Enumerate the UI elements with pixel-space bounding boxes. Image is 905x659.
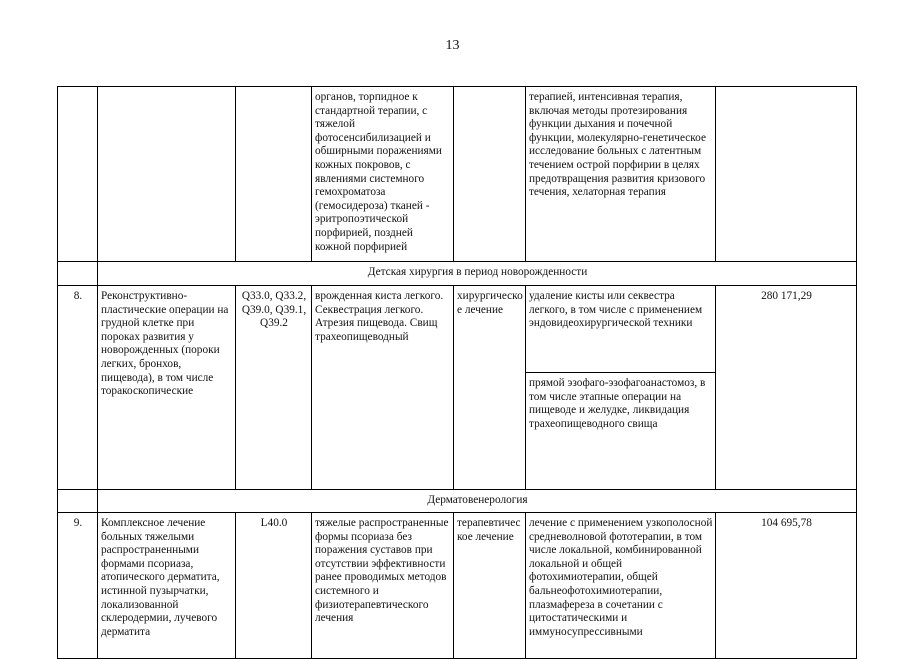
cell-name [98, 87, 236, 262]
cell-cost: 280 171,29 [716, 286, 857, 490]
cell-model: врожденная киста легкого. Секвестрация легкого. Атрезия пищевода. Свищ трахеопищеводный [312, 286, 454, 490]
cell-model: органов, торпидное к стандартной терапии, с тяжелой фотосенсибилизацией и обширными поражениями кожных покровов, с явлениями системного гемохроматоза (гемосидероза) тканей - эритропоэтической порфирией, поздней кожной порфирией [312, 87, 454, 262]
cell-codes: L40.0 [236, 513, 312, 659]
cell-treatment-type [454, 87, 526, 262]
cell-method: удаление кисты или секвестра легкого, в том числе с применением эндовидеохирургической техники [526, 286, 716, 373]
table-row [58, 286, 857, 373]
table-row [58, 513, 857, 659]
table-row-continuation [58, 87, 857, 262]
cell-treatment-type: хирургическое лечение [454, 286, 526, 490]
cell-model: тяжелые распространенные формы псориаза без поражения суставов при отсутствии эффективности ранее проводимых методов системного и физиотерапевтического лечения [312, 513, 454, 659]
cell-method: лечение с применением узкополосной средневолновой фототерапии, в том числе локальной, комбинированной локальной и общей фотохимиотерапии, общей бальнеофотохимиотерапии, плазмафереза в сочетании с цитостатическими и иммуносупрессивными [526, 513, 716, 659]
cell-codes [236, 87, 312, 262]
medical-care-table [57, 86, 857, 659]
cell-method: терапией, интенсивная терапия, включая методы протезирования функции дыхания и почечной функции, молекулярно-генетическое исследование больных с латентным течением острой порфирии в целях предотвращения развития кризового течения, хелаторная терапия [526, 87, 716, 262]
cell-treatment-type: терапевтическое лечение [454, 513, 526, 659]
cell-cost [716, 87, 857, 262]
page-number: 13 [445, 38, 460, 53]
cell-name: Комплексное лечение больных тяжелыми распространенными формами псориаза, атопического дерматита, истинной пузырчатки, локализованной склеродермии, лучевого дерматита [98, 513, 236, 659]
section-title: Дерматовенерология [98, 490, 857, 513]
cell-cost: 104 695,78 [716, 513, 857, 659]
cell-codes: Q33.0, Q33.2, Q39.0, Q39.1, Q39.2 [236, 286, 312, 490]
cell-method: прямой эзофаго-эзофагоанастомоз, в том числе этапные операции на пищеводе и желудке, ликвидация трахеопищеводного свища [526, 373, 716, 490]
cell-number: 8. [58, 286, 98, 490]
section-row [58, 262, 857, 286]
section-title: Детская хирургия в период новорожденности [98, 262, 857, 286]
cell-number: 9. [58, 513, 98, 659]
section-row [58, 490, 857, 513]
cell-number [58, 490, 98, 513]
cell-name: Реконструктивно-пластические операции на грудной клетке при пороках развития у новорожденных (пороки легких, бронхов, пищевода), в том числе торакоскопические [98, 286, 236, 490]
cell-number [58, 262, 98, 286]
cell-number [58, 87, 98, 262]
